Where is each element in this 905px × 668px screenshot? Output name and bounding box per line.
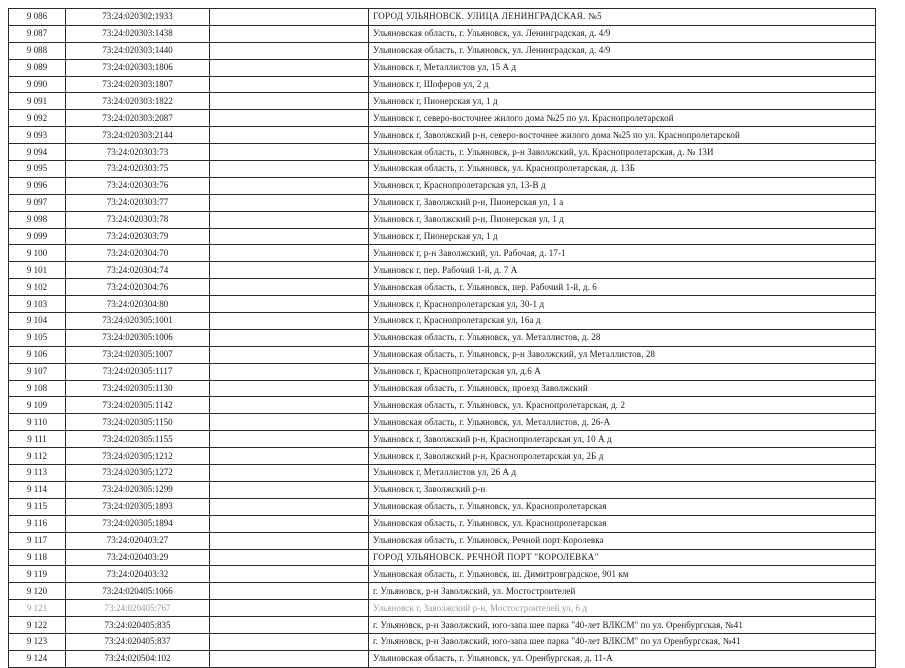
cadastral-number-cell: 73:24:020303:1822 [66, 93, 210, 110]
table-row [9, 600, 876, 617]
address-cell: Ульяновск г, пер. Рабочий 1-й, д. 7 А [369, 262, 876, 279]
address-cell: ГОРОД УЛЬЯНОВСК. РЕЧНОЙ ПОРТ "КОРОЛЕВКА" [369, 549, 876, 566]
table-row [9, 583, 876, 600]
cadastral-number-cell: 73:24:020305:1212 [66, 448, 210, 465]
address-cell: г. Ульяновск, р-н Заволжский, ул. Мостостроителей [369, 583, 876, 600]
row-number-cell: 9 115 [9, 498, 66, 515]
cadastral-number-cell: 73:24:020305:1299 [66, 481, 210, 498]
row-number-cell: 9 096 [9, 177, 66, 194]
address-cell: Ульяновск г, Краснопролетарская ул, д.6 А [369, 363, 876, 380]
table-row [9, 498, 876, 515]
row-number-cell: 9 088 [9, 42, 66, 59]
address-cell: Ульяновск г, Заволжский р-н, северо-восточнее жилого дома №25 по ул. Краснопролетарской [369, 127, 876, 144]
blank-cell [210, 194, 369, 211]
table-row [9, 431, 876, 448]
row-number-cell: 9 110 [9, 414, 66, 431]
table-row [9, 313, 876, 330]
table-row [9, 346, 876, 363]
address-cell: Ульяновск г, северо-восточнее жилого дома №25 по ул. Краснопролетарской [369, 110, 876, 127]
blank-cell [210, 532, 369, 549]
table-row [9, 515, 876, 532]
blank-cell [210, 76, 369, 93]
address-cell: Ульяновская область, г. Ульяновск, пер. Рабочий 1-й, д. 6 [369, 279, 876, 296]
address-cell: Ульяновск г, Заволжский р-н, Пионерская ул, 1 а [369, 194, 876, 211]
table-row [9, 194, 876, 211]
cadastral-number-cell: 73:24:020304:80 [66, 296, 210, 313]
cadastral-number-cell: 73:24:020303:77 [66, 194, 210, 211]
blank-cell [210, 245, 369, 262]
row-number-cell: 9 101 [9, 262, 66, 279]
address-cell: Ульяновск г, Пионерская ул, 1 д [369, 228, 876, 245]
cadastral-table [8, 8, 876, 668]
address-cell: Ульяновск г, р-н Заволжский, ул. Рабочая, д. 17-1 [369, 245, 876, 262]
address-cell: ГОРОД УЛЬЯНОВСК. УЛИЦА ЛЕНИНГРАДСКАЯ. №5 [369, 9, 876, 26]
address-cell: Ульяновск г, Заволжский р-н, Краснопролетарская ул, 10 А д [369, 431, 876, 448]
address-cell: Ульяновск г, Металлистов ул, 15 А д [369, 59, 876, 76]
table-row [9, 650, 876, 667]
row-number-cell: 9 111 [9, 431, 66, 448]
cadastral-number-cell: 73:24:020303:79 [66, 228, 210, 245]
row-number-cell: 9 105 [9, 329, 66, 346]
blank-cell [210, 329, 369, 346]
row-number-cell: 9 098 [9, 211, 66, 228]
table-row [9, 279, 876, 296]
document-page [8, 8, 876, 668]
blank-cell [210, 93, 369, 110]
cadastral-number-cell: 73:24:020303:1806 [66, 59, 210, 76]
table-row [9, 161, 876, 178]
row-number-cell: 9 119 [9, 566, 66, 583]
cadastral-number-cell: 73:24:020305:1893 [66, 498, 210, 515]
row-number-cell: 9 109 [9, 397, 66, 414]
blank-cell [210, 633, 369, 650]
row-number-cell: 9 124 [9, 650, 66, 667]
row-number-cell: 9 099 [9, 228, 66, 245]
table-row [9, 380, 876, 397]
blank-cell [210, 566, 369, 583]
table-row [9, 481, 876, 498]
row-number-cell: 9 094 [9, 144, 66, 161]
blank-cell [210, 498, 369, 515]
cadastral-number-cell: 73:24:020305:1117 [66, 363, 210, 380]
cadastral-number-cell: 73:24:020303:2087 [66, 110, 210, 127]
table-row [9, 465, 876, 482]
table-row [9, 228, 876, 245]
row-number-cell: 9 103 [9, 296, 66, 313]
row-number-cell: 9 093 [9, 127, 66, 144]
address-cell: Ульяновская область, г. Ульяновск, Речной порт Королевка [369, 532, 876, 549]
cadastral-number-cell: 73:24:020303:78 [66, 211, 210, 228]
row-number-cell: 9 100 [9, 245, 66, 262]
table-row [9, 296, 876, 313]
address-cell: Ульяновск г, Заволжский р-н, Мостостроителей ул, 6 д [369, 600, 876, 617]
address-cell: Ульяновская область, г. Ульяновск, ул. Металлистов, д. 28 [369, 329, 876, 346]
cadastral-number-cell: 73:24:020303:1440 [66, 42, 210, 59]
blank-cell [210, 296, 369, 313]
address-cell: Ульяновск г, Заволжский р-н, Пионерская ул, 1 д [369, 211, 876, 228]
address-cell: Ульяновск г, Краснопролетарская ул, 30-1 д [369, 296, 876, 313]
address-cell: Ульяновская область, г. Ульяновск, ул. Краснопролетарская [369, 515, 876, 532]
table-row [9, 414, 876, 431]
table-row [9, 9, 876, 26]
blank-cell [210, 313, 369, 330]
address-cell: Ульяновская область, г. Ульяновск, ш. Димитровградское, 901 км [369, 566, 876, 583]
cadastral-number-cell: 73:24:020403:27 [66, 532, 210, 549]
table-row [9, 177, 876, 194]
address-cell: г. Ульяновск, р-н Заволжский, юго-запа шее парка "40-лет ВЛКСМ" по ул Оренбургская, №41 [369, 633, 876, 650]
blank-cell [210, 59, 369, 76]
address-cell: Ульяновск г, Краснопролетарская ул, 13-В д [369, 177, 876, 194]
blank-cell [210, 465, 369, 482]
row-number-cell: 9 122 [9, 617, 66, 634]
table-row [9, 144, 876, 161]
cadastral-number-cell: 73:24:020305:1155 [66, 431, 210, 448]
row-number-cell: 9 107 [9, 363, 66, 380]
cadastral-number-cell: 73:24:020303:76 [66, 177, 210, 194]
cadastral-number-cell: 73:24:020405:835 [66, 617, 210, 634]
cadastral-number-cell: 73:24:020405:1066 [66, 583, 210, 600]
address-cell: Ульяновск г, Заволжский р-н, Краснопролетарская ул, 2Б д [369, 448, 876, 465]
cadastral-number-cell: 73:24:020303:2144 [66, 127, 210, 144]
blank-cell [210, 380, 369, 397]
cadastral-number-cell: 73:24:020303:75 [66, 161, 210, 178]
address-cell: Ульяновская область, г. Ульяновск, ул. Краснопролетарская [369, 498, 876, 515]
cadastral-number-cell: 73:24:020303:1438 [66, 25, 210, 42]
cadastral-number-cell: 73:24:020305:1150 [66, 414, 210, 431]
row-number-cell: 9 104 [9, 313, 66, 330]
row-number-cell: 9 090 [9, 76, 66, 93]
row-number-cell: 9 086 [9, 9, 66, 26]
cadastral-number-cell: 73:24:020303:1807 [66, 76, 210, 93]
table-row [9, 532, 876, 549]
address-cell: Ульяновск г, Заволжский р-н [369, 481, 876, 498]
table-row [9, 329, 876, 346]
cadastral-number-cell: 73:24:020303:73 [66, 144, 210, 161]
row-number-cell: 9 121 [9, 600, 66, 617]
row-number-cell: 9 123 [9, 633, 66, 650]
table-row [9, 397, 876, 414]
row-number-cell: 9 095 [9, 161, 66, 178]
cadastral-number-cell: 73:24:020305:1130 [66, 380, 210, 397]
address-cell: Ульяновская область, г. Ульяновск, ул. Оренбургская, д. 11-А [369, 650, 876, 667]
address-cell: Ульяновская область, г. Ульяновск, ул. Краснопролетарская, д. 2 [369, 397, 876, 414]
row-number-cell: 9 106 [9, 346, 66, 363]
table-row [9, 93, 876, 110]
address-cell: Ульяновская область, г. Ульяновск, р-н Заволжский, ул. Краснопролетарская, д. № 13И [369, 144, 876, 161]
address-cell: Ульяновск г, Краснопролетарская ул, 16а д [369, 313, 876, 330]
address-cell: г. Ульяновск, р-н Заволжский, юго-запа шее парка "40-лет ВЛКСМ" по ул. Оренбургская, №41 [369, 617, 876, 634]
address-cell: Ульяновск г, Металлистов ул, 26 А д [369, 465, 876, 482]
blank-cell [210, 110, 369, 127]
cadastral-number-cell: 73:24:020304:76 [66, 279, 210, 296]
row-number-cell: 9 102 [9, 279, 66, 296]
blank-cell [210, 650, 369, 667]
table-row [9, 25, 876, 42]
cadastral-number-cell: 73:24:020305:1006 [66, 329, 210, 346]
blank-cell [210, 25, 369, 42]
cadastral-number-cell: 73:24:020405:837 [66, 633, 210, 650]
blank-cell [210, 549, 369, 566]
table-row [9, 110, 876, 127]
row-number-cell: 9 092 [9, 110, 66, 127]
row-number-cell: 9 097 [9, 194, 66, 211]
address-cell: Ульяновская область, г. Ульяновск, проезд Заволжский [369, 380, 876, 397]
table-row [9, 549, 876, 566]
blank-cell [210, 448, 369, 465]
address-cell: Ульяновская область, г. Ульяновск, ул. Краснопролетарская, д. 13Б [369, 161, 876, 178]
table-row [9, 245, 876, 262]
table-row [9, 363, 876, 380]
address-cell: Ульяновская область, г. Ульяновск, ул. Ленинградская, д. 4/9 [369, 25, 876, 42]
blank-cell [210, 431, 369, 448]
cadastral-number-cell: 73:24:020304:74 [66, 262, 210, 279]
cadastral-number-cell: 73:24:020304:70 [66, 245, 210, 262]
table-body [9, 9, 876, 668]
cadastral-number-cell: 73:24:020305:1142 [66, 397, 210, 414]
row-number-cell: 9 116 [9, 515, 66, 532]
row-number-cell: 9 108 [9, 380, 66, 397]
address-cell: Ульяновская область, г. Ульяновск, ул. Ленинградская, д. 4/9 [369, 42, 876, 59]
blank-cell [210, 228, 369, 245]
address-cell: Ульяновск г, Шоферов ул, 2 д [369, 76, 876, 93]
table-row [9, 448, 876, 465]
blank-cell [210, 177, 369, 194]
blank-cell [210, 262, 369, 279]
table-row [9, 59, 876, 76]
cadastral-number-cell: 73:24:020305:1007 [66, 346, 210, 363]
blank-cell [210, 414, 369, 431]
cadastral-number-cell: 73:24:020305:1001 [66, 313, 210, 330]
row-number-cell: 9 112 [9, 448, 66, 465]
cadastral-number-cell: 73:24:020504:102 [66, 650, 210, 667]
blank-cell [210, 9, 369, 26]
table-row [9, 566, 876, 583]
address-cell: Ульяновская область, г. Ульяновск, р-н Заволжский, ул Металлистов, 28 [369, 346, 876, 363]
row-number-cell: 9 113 [9, 465, 66, 482]
row-number-cell: 9 120 [9, 583, 66, 600]
row-number-cell: 9 087 [9, 25, 66, 42]
cadastral-number-cell: 73:24:020405:767 [66, 600, 210, 617]
row-number-cell: 9 118 [9, 549, 66, 566]
row-number-cell: 9 117 [9, 532, 66, 549]
blank-cell [210, 397, 369, 414]
blank-cell [210, 583, 369, 600]
table-row [9, 42, 876, 59]
address-cell: Ульяновская область, г. Ульяновск, ул. Металлистов, д. 26-А [369, 414, 876, 431]
blank-cell [210, 515, 369, 532]
blank-cell [210, 211, 369, 228]
table-row [9, 617, 876, 634]
cadastral-number-cell: 73:24:020305:1894 [66, 515, 210, 532]
blank-cell [210, 481, 369, 498]
table-row [9, 127, 876, 144]
cadastral-number-cell: 73:24:020403:32 [66, 566, 210, 583]
cadastral-number-cell: 73:24:020305:1272 [66, 465, 210, 482]
row-number-cell: 9 114 [9, 481, 66, 498]
blank-cell [210, 363, 369, 380]
table-row [9, 633, 876, 650]
address-cell: Ульяновск г, Пионерская ул, 1 д [369, 93, 876, 110]
blank-cell [210, 144, 369, 161]
row-number-cell: 9 089 [9, 59, 66, 76]
blank-cell [210, 617, 369, 634]
cadastral-number-cell: 73:24:020403:29 [66, 549, 210, 566]
blank-cell [210, 161, 369, 178]
blank-cell [210, 42, 369, 59]
row-number-cell: 9 091 [9, 93, 66, 110]
blank-cell [210, 600, 369, 617]
blank-cell [210, 279, 369, 296]
table-row [9, 211, 876, 228]
cadastral-number-cell: 73:24:020302:1933 [66, 9, 210, 26]
blank-cell [210, 346, 369, 363]
table-row [9, 262, 876, 279]
table-row [9, 76, 876, 93]
blank-cell [210, 127, 369, 144]
